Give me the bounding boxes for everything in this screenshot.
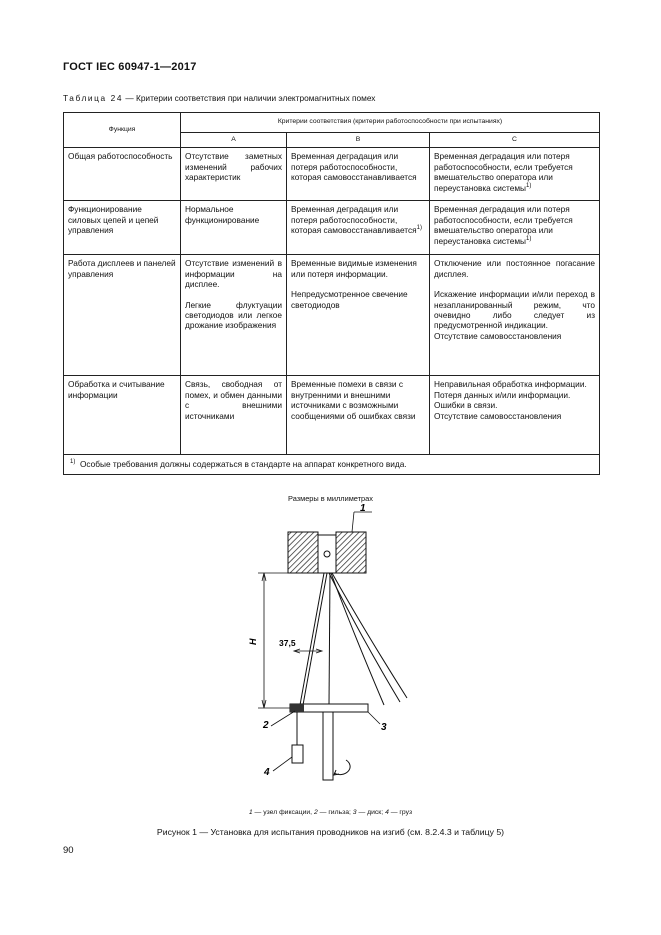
bending-test-figure: [250, 505, 410, 805]
figure-caption: Рисунок 1 — Установка для испытания проводников на изгиб (см. 8.2.4.3 и таблицу 5): [156, 827, 505, 837]
dimension-h-label: H: [248, 638, 258, 645]
criterion-c-cell: Временная деградация или потеря работоспособности, если требуется вмешательство оператора или переустановка системы$^{1)}$: [430, 148, 600, 201]
figure-legend: 1 — узел фиксации, 2 — гильза; 3 — диск; 4 — груз: [248, 809, 413, 816]
criterion-c-cell: Временная деградация или потеря работоспособности, если требуется вмешательство оператора или переустановка системы$^{1)}$: [430, 201, 600, 255]
callout-2: 2: [263, 720, 269, 731]
col-a-header: A: [181, 133, 287, 148]
function-cell: Обработка и считывание информации: [64, 376, 181, 455]
page-number: 90: [63, 845, 74, 856]
table-footnote: $^{1)}$ Особые требования должны содержаться в стандарте на аппарат конкретного вида.: [64, 455, 600, 474]
dimensions-note: Размеры в миллиметрах: [288, 494, 373, 503]
function-cell: Функционирование силовых цепей и цепей управления: [64, 201, 181, 255]
col-c-header: C: [430, 133, 600, 148]
dimension-37-5-label: 37,5: [279, 638, 296, 648]
criterion-b-cell: Временные помехи в связи с внутренними и внешними источниками с возможными сообщениями об ошибках связи: [287, 376, 430, 455]
conductor-lines: [300, 573, 407, 705]
function-header: Функция: [64, 113, 181, 148]
criterion-b-cell: Временная деградация или потеря работоспособности, которая самовосстанавливается$^{1)}$: [287, 201, 430, 255]
callout-3: 3: [381, 722, 387, 733]
footnote-ref: 1): [526, 235, 532, 242]
callout-1: 1: [360, 503, 366, 514]
table-caption-label: Таблица 24: [63, 93, 124, 103]
footnote-ref: 1): [526, 182, 532, 189]
document-header: ГОСТ IEC 60947-1—2017: [63, 61, 197, 73]
criterion-b-cell: Временная деградация или потеря работоспособности, которая самовосстанавливается: [287, 148, 430, 201]
criterion-a-cell: Отсутствие изменений в информации на дисплее. Легкие флуктуации светодиодов или легкое дрожание изображения: [181, 255, 287, 376]
table-row: [64, 255, 600, 376]
footnote-row: [64, 455, 600, 474]
criterion-c-cell: Неправильная обработка информации. Потеря данных и/или информации. Ошибки в связи. Отсутствие самовосстановления: [430, 376, 600, 455]
dimension-37-5: [294, 649, 322, 653]
criterion-b-cell: Временные видимые изменения или потеря информации. Непредусмотренное свечение светодиодов: [287, 255, 430, 376]
criterion-a-cell: Нормальное функционирование: [181, 201, 287, 255]
criteria-table: [63, 112, 600, 475]
fixing-block: [288, 532, 366, 573]
footnote-ref: 1): [416, 225, 422, 232]
function-cell: Общая работоспособность: [64, 148, 181, 201]
sleeve: [323, 712, 350, 780]
table-row: [64, 376, 600, 455]
criterion-c-cell: Отключение или постоянное погасание дисплея. Искажение информации и/или переход в незапланированный режим, что очевидно либо следует из предусмотренной индикации. Отсутствие самовосстановления: [430, 255, 600, 376]
criteria-header: Критерии соответствия (критерии работоспособности при испытаниях): [181, 113, 600, 133]
table-caption-text: — Критерии соответствия при наличии электромагнитных помех: [123, 93, 376, 103]
criterion-a-cell: Отсутствие заметных изменений рабочих характеристик: [181, 148, 287, 201]
disc: [290, 704, 368, 712]
table-row: [64, 148, 600, 201]
criterion-a-cell: Связь, свободная от помех, и обмен данными с внешними источниками: [181, 376, 287, 455]
weight: [292, 712, 303, 763]
function-cell: Работа дисплеев и панелей управления: [64, 255, 181, 376]
table-caption: [63, 93, 375, 103]
col-b-header: B: [287, 133, 430, 148]
table-row: [64, 201, 600, 255]
callout-4: 4: [264, 767, 270, 778]
